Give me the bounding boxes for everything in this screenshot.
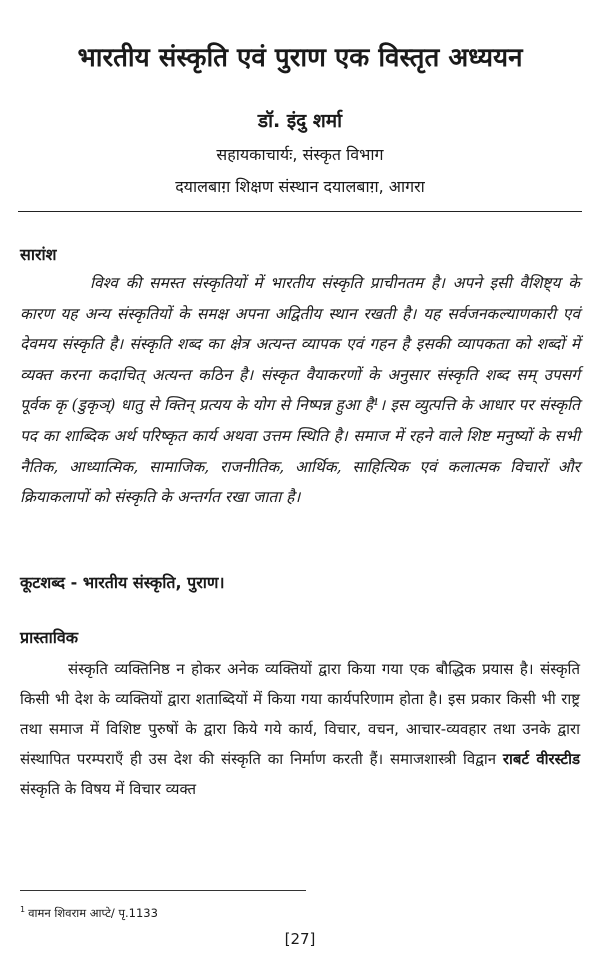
footnote — [20, 902, 158, 921]
page-number: [27] — [284, 930, 316, 948]
footnote-text: वामन शिवराम आप्टे/ पृ.1133 — [28, 905, 158, 920]
author-name: डॉ. इंदु शर्मा — [257, 110, 343, 132]
keywords-line: कूटशब्द - भारतीय संस्कृति, पुराण। — [20, 573, 225, 592]
footnote-marker: 1 — [20, 905, 26, 914]
introduction-text-part2: संस्कृति के विषय में विचार व्यक्त — [20, 780, 197, 798]
introduction-body — [20, 654, 580, 804]
author-affiliation-institution: दयालबाग़ शिक्षण संस्थान दयालबाग़, आगरा — [175, 177, 425, 196]
introduction-text-part1: संस्कृति व्यक्तिनिष्ठ न होकर अनेक व्यक्तियों द्वारा किया गया एक बौद्धिक प्रयास है। संस्कृति किसी भी देश के व्यक्तियों द्वारा शताब्दियों में किया गया कार्यपरिणाम होता है। इस प्रकार किसी भी राष्ट्र तथा समाज में विशिष्ट पुरुषों के द्वारा किये गये कार्य, विचार, वचन, आचार-व्यवहार तथा उनके द्वारा संस्थापित परम्पराएँ ही उस देश की संस्कृति का निर्माण करती हैं। समाजशास्त्री विद्वान — [20, 660, 580, 768]
footnote-divider — [20, 890, 306, 891]
header-divider — [18, 211, 582, 212]
introduction-cited-scholar: राबर्ट वीरस्टीड — [502, 750, 580, 768]
abstract-heading: सारांश — [20, 245, 57, 264]
author-affiliation-department: सहायकाचार्यः, संस्कृत विभाग — [216, 145, 384, 164]
introduction-heading: प्रास्ताविक — [20, 628, 79, 647]
article-title: भारतीय संस्कृति एवं पुराण एक विस्तृत अध्ययन — [77, 43, 523, 73]
abstract-body: विश्व की समस्त संस्कृतियों में भारतीय संस्कृति प्राचीनतम है। अपने इसी वैशिष्ट्य के कारण यह अन्य संस्कृतियों के समक्ष अपना अद्वितीय स्थान रखती है। यह सर्वजनकल्याणकारी एवं देवमय संस्कृति है। संस्कृति शब्द का क्षेत्र अत्यन्त व्यापक एवं गहन है इसकी व्यापकता को शब्दों में व्यक्त करना कदाचित् अत्यन्त कठिन है। संस्कृत वैयाकरणों के अनुसार संस्कृति शब्द सम् उपसर्ग पूर्वक कृ (डुकृञ्) धातु से क्तिन् प्रत्यय के योग से निष्पन्न हुआ है¹। इस व्युत्पत्ति के आधार पर संस्कृति पद का शाब्दिक अर्थ परिष्कृत कार्य अथवा उत्तम स्थिति है। समाज में रहने वाले शिष्ट मनुष्यों के सभी नैतिक, आध्यात्मिक, सामाजिक, राजनीतिक, आर्थिक, साहित्यिक एवं कलात्मक विचारों और क्रियाकलापों को संस्कृति के अन्तर्गत रखा जाता है। — [20, 274, 580, 507]
